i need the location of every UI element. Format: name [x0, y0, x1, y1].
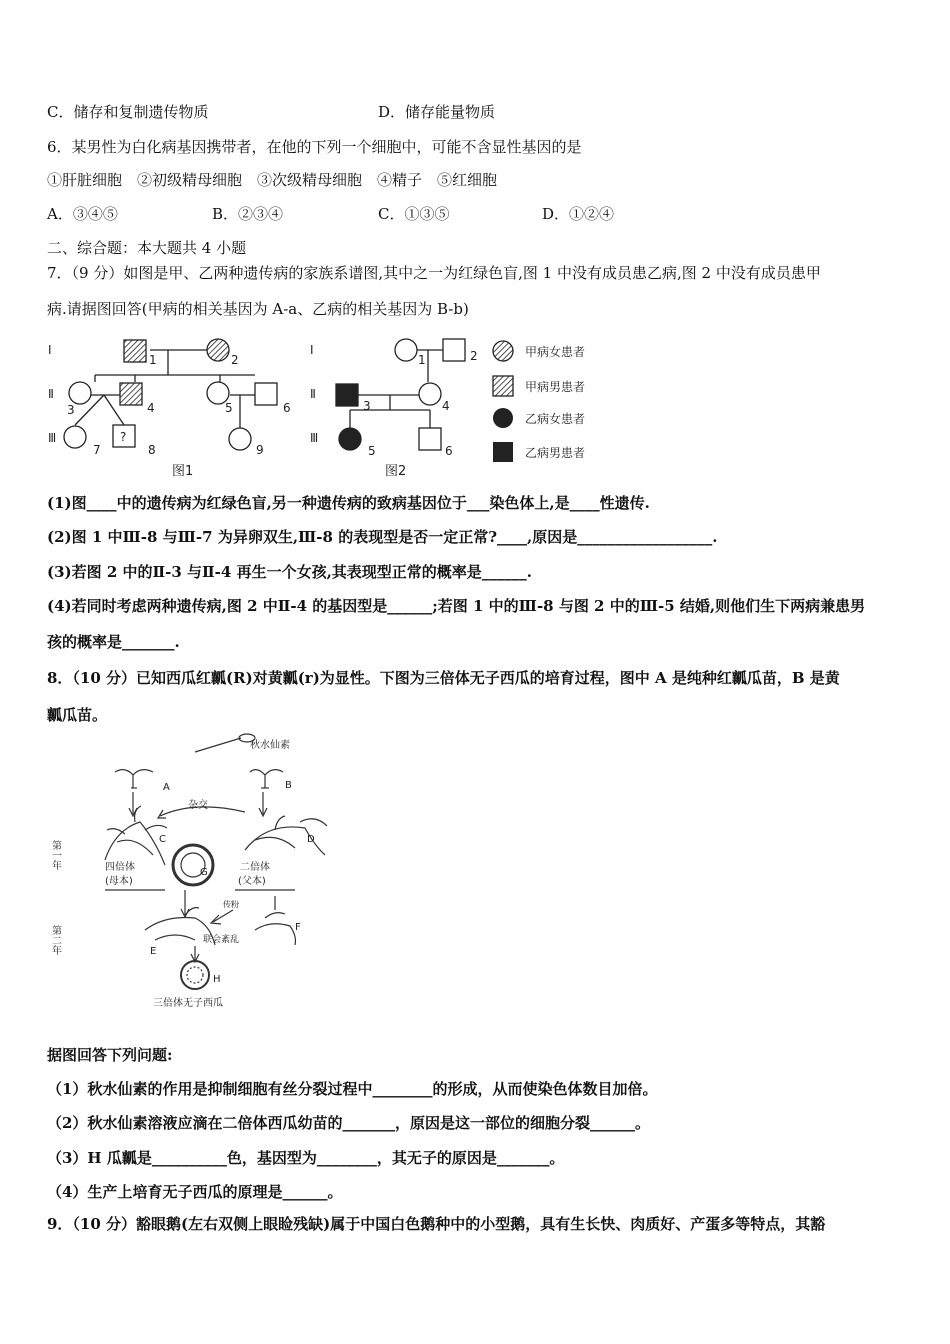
label-synapsis: 联会紊乱 — [203, 935, 240, 945]
fig2-I2-male — [443, 339, 465, 361]
fig1-num-8: 8 — [148, 443, 156, 457]
label-A: A — [163, 782, 170, 793]
q6-option-c: C．①③⑤ — [378, 205, 450, 223]
section-heading: 二、综合题：本大题共 4 小题 — [47, 239, 247, 257]
legend-a-female: 甲病女患者 — [525, 345, 586, 359]
label-father: (父本) — [238, 876, 266, 887]
q8-stem-line2: 瓤瓜苗。 — [47, 706, 108, 724]
fig1-num-1: 1 — [149, 353, 157, 367]
label-cross: 杂交 — [188, 800, 208, 811]
q6-stem: 6．某男性为白化病基因携带者，在他的下列一个细胞中，可能不含显性基因的是 — [47, 138, 582, 156]
fig1-num-2: 2 — [231, 353, 239, 367]
q5-option-c: C．储存和复制遗传物质 — [47, 103, 209, 121]
label-C: C — [159, 834, 166, 845]
fig1-num-4: 4 — [147, 401, 155, 415]
fig2-III5-female-b — [339, 428, 361, 450]
fig2-gen-II: Ⅱ — [310, 387, 316, 401]
q6-choices: ①肝脏细胞 ②初级精母细胞 ③次级精母细胞 ④精子 ⑤红细胞 — [47, 171, 498, 189]
fig2-II3-male-b — [336, 384, 358, 406]
q7-sub4-line2: 孩的概率是_______. — [47, 633, 180, 651]
watermelon-breeding-figure — [45, 730, 345, 1015]
q9-stem-line1: 9．（10 分）豁眼鹅(左右双侧上眼睑残缺)属于中国白色鹅种中的小型鹅，具有生长快、肉质好、产蛋多等特点，其豁 — [47, 1215, 826, 1233]
fig1-gen-III: Ⅲ — [48, 431, 57, 445]
fig1-num-9: 9 — [256, 443, 264, 457]
fig1-num-6: 6 — [283, 401, 291, 415]
label-G: G — [200, 867, 208, 878]
fig2-num-2: 2 — [470, 349, 478, 363]
fig1-II3-female — [69, 382, 91, 404]
legend-b-male: 乙病男患者 — [525, 446, 586, 460]
q7-sub4-line1: (4)若同时考虑两种遗传病,图 2 中Ⅱ-4 的基因型是______;若图 1 中的Ⅲ-8 与图 2 中的Ⅲ-5 结婚,则他们生下两病兼患男 — [47, 597, 866, 615]
fig1-caption: 图1 — [172, 464, 194, 479]
q8-sub2: （2）秋水仙素溶液应滴在二倍体西瓜幼苗的_______，原因是这一部位的细胞分裂______。 — [47, 1114, 650, 1132]
label-D: D — [307, 834, 315, 845]
q8-sub3: （3）H 瓜瓤是__________色，基因型为________，其无子的原因是_______。 — [47, 1149, 565, 1167]
q7-sub2: (2)图 1 中Ⅲ-8 与Ⅲ-7 为异卵双生,Ⅲ-8 的表现型是否一定正常?____,原因是__________________. — [47, 528, 718, 546]
fig1-gen-I: Ⅰ — [48, 343, 52, 357]
q5-option-d: D．储存能量物质 — [378, 103, 496, 121]
q8-sub1: （1）秋水仙素的作用是抑制细胞有丝分裂过程中________的形成，从而使染色体数目加倍。 — [47, 1080, 658, 1098]
label-tetraploid: 四倍体 — [105, 862, 135, 873]
legend-a-male: 甲病男患者 — [525, 380, 586, 394]
fig1-III9-female — [229, 428, 251, 450]
fig1-num-3: 3 — [67, 403, 75, 417]
fig1-num-5: 5 — [225, 401, 233, 415]
fig1-gen-II: Ⅱ — [48, 387, 54, 401]
fig1-I1-male-a — [124, 340, 146, 362]
legend-a-male-icon — [493, 376, 513, 396]
q8-stem-line1: 8．（10 分）已知西瓜红瓤(R)对黄瓤(r)为显性。下图为三倍体无子西瓜的培育过程，图中 A 是纯种红瓤瓜苗，B 是黄 — [47, 669, 840, 687]
q8-sub4: （4）生产上培育无子西瓜的原理是______。 — [47, 1183, 343, 1201]
fig2-num-5: 5 — [368, 444, 376, 458]
fig2-num-3: 3 — [363, 399, 371, 413]
fig1-III7-female — [64, 426, 86, 448]
fig1-II6-male — [255, 383, 277, 405]
label-pollinate: 传粉 — [223, 900, 239, 909]
fig1-I2-female-a — [207, 339, 229, 361]
label-diploid: 二倍体 — [240, 862, 270, 873]
label-triploid: 三倍体无子西瓜 — [153, 998, 223, 1009]
q7-sub3: (3)若图 2 中的Ⅱ-3 与Ⅱ-4 再生一个女孩,其表现型正常的概率是______. — [47, 563, 533, 581]
q6-option-a: A．③④⑤ — [47, 205, 118, 223]
label-colchicine: 秋水仙素 — [250, 740, 290, 751]
label-B: B — [285, 780, 292, 791]
legend-b-female-icon — [493, 408, 513, 428]
fig1-II4-male-a — [120, 383, 142, 405]
legend-b-female: 乙病女患者 — [525, 412, 586, 426]
fig2-III6-male — [419, 428, 441, 450]
fig2-num-1: 1 — [418, 353, 426, 367]
fig2-num-4: 4 — [442, 399, 450, 413]
q8-lead: 据图回答下列问题: — [47, 1046, 173, 1064]
q7-sub1: (1)图____中的遗传病为红绿色盲,另一种遗传病的致病基因位于___染色体上,是____性遗传. — [47, 494, 650, 512]
label-mother: (母本) — [105, 876, 133, 887]
pedigree-figure — [40, 330, 620, 480]
fig2-gen-III: Ⅲ — [310, 431, 319, 445]
q7-stem-line2: 病.请据图回答(甲病的相关基因为 A-a、乙病的相关基因为 B-b) — [47, 300, 469, 318]
label-E: E — [150, 946, 157, 957]
fig2-num-6: 6 — [445, 444, 453, 458]
q6-option-d: D．①②④ — [542, 205, 615, 223]
fig1-question-mark: ? — [120, 430, 127, 444]
q6-option-b: B．②③④ — [212, 205, 284, 223]
legend-a-female-icon — [493, 341, 513, 361]
fig2-II4-female — [419, 383, 441, 405]
q7-stem-line1: 7．（9 分）如图是甲、乙两种遗传病的家族系谱图,其中之一为红绿色盲,图 1 中没有成员患乙病,图 2 中没有成员患甲 — [47, 264, 821, 282]
label-year1: 第一年 — [49, 840, 61, 870]
fig1-num-7: 7 — [93, 443, 101, 457]
legend-b-male-icon — [493, 442, 513, 462]
fig2-caption: 图2 — [385, 464, 407, 479]
label-H: H — [213, 974, 221, 985]
label-year2: 第二年 — [49, 925, 61, 955]
label-F: F — [295, 922, 301, 933]
fig2-gen-I: Ⅰ — [310, 343, 314, 357]
fig2-I1-female — [395, 339, 417, 361]
